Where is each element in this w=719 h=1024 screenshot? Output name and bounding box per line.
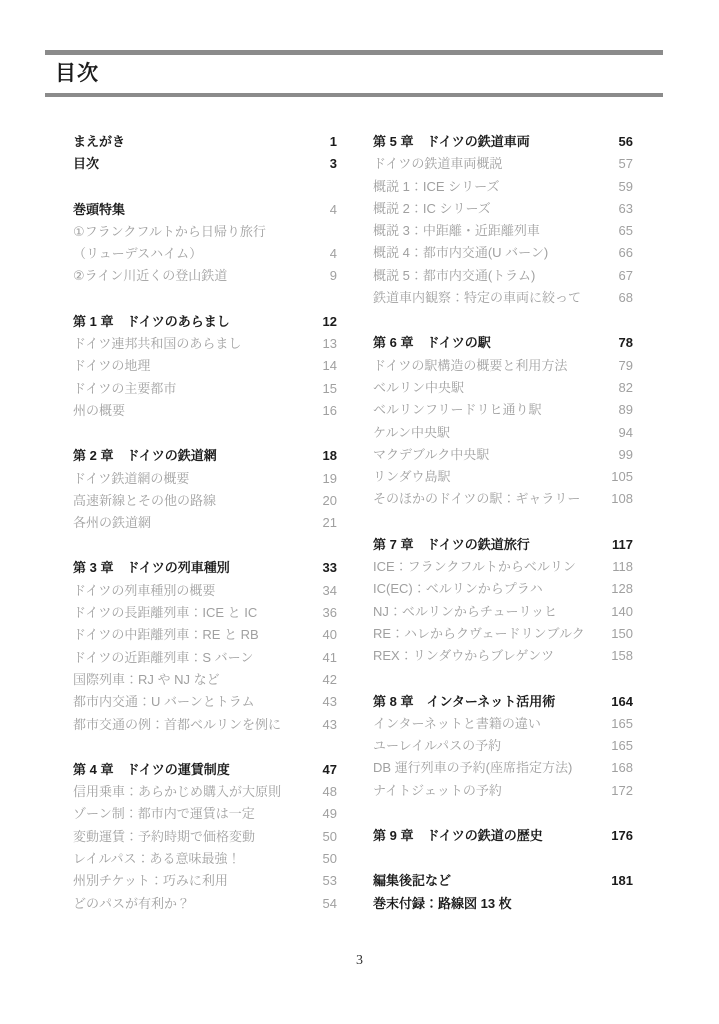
toc-entry-label: 目次 xyxy=(73,156,100,172)
toc-entry xyxy=(73,490,337,512)
toc-group xyxy=(373,534,633,668)
toc-entry-page: 63 xyxy=(618,200,633,216)
toc-group xyxy=(73,445,337,534)
toc-entry-page: 43 xyxy=(322,716,337,732)
title-divider xyxy=(45,93,663,97)
toc-entry-label: 概説 2：IC シリーズ xyxy=(373,200,491,216)
toc-entry-label: IC(EC)：ベルリンからプラハ xyxy=(373,581,543,597)
toc-entry xyxy=(73,803,337,825)
toc-entry xyxy=(73,468,337,490)
toc-entry-page: 42 xyxy=(322,671,337,687)
toc-entry-page: 21 xyxy=(322,515,337,531)
toc-entry xyxy=(73,355,337,377)
toc-entry xyxy=(373,556,633,578)
toc-entry-label: 第 2 章 ドイツの鉄道網 xyxy=(73,448,217,464)
toc-entry xyxy=(373,757,633,779)
toc-entry-label: ドイツ鉄道網の概要 xyxy=(73,470,190,486)
toc-entry xyxy=(73,759,337,781)
toc-entry xyxy=(73,781,337,803)
toc-entry-page: 158 xyxy=(611,648,633,664)
toc-entry-label: ①フランクフルトから日帰り旅行 xyxy=(73,223,266,239)
toc-entry-label: ベルリン中央駅 xyxy=(373,379,465,395)
toc-entry-page: 150 xyxy=(611,625,633,641)
toc-entry-label: ドイツ連邦共和国のあらまし xyxy=(73,336,242,352)
toc-entry xyxy=(373,355,633,377)
toc-entry-page: 128 xyxy=(611,581,633,597)
toc-entry-page: 40 xyxy=(322,627,337,643)
toc-entry-page: 41 xyxy=(322,649,337,665)
toc-entry-label: 州の概要 xyxy=(73,402,126,418)
toc-entry xyxy=(373,534,633,556)
toc-entry-page: 19 xyxy=(322,470,337,486)
toc-entry-label: 概説 1：ICE シリーズ xyxy=(373,178,500,194)
toc-group xyxy=(373,131,633,309)
toc-entry xyxy=(73,848,337,870)
toc-entry-label: レイルパス：ある意味最強！ xyxy=(73,851,241,867)
toc-entry-page: 9 xyxy=(329,268,337,284)
toc-entry-label: ナイトジェットの予約 xyxy=(373,782,502,798)
toc-entry-page: 47 xyxy=(322,761,337,777)
toc-entry xyxy=(73,153,337,175)
footer-page-number: 3 xyxy=(356,953,363,968)
toc-entry-page: 176 xyxy=(611,828,633,844)
toc-entry-page: 94 xyxy=(618,424,633,440)
toc-entry-page: 50 xyxy=(322,851,337,867)
toc-entry xyxy=(373,601,633,623)
toc-entry-label: 第 6 章 ドイツの駅 xyxy=(373,335,491,351)
toc-entry xyxy=(373,399,633,421)
toc-group xyxy=(373,825,633,847)
toc-entry-page: 4 xyxy=(329,246,337,262)
toc-entry-page: 66 xyxy=(618,245,633,261)
toc-entry xyxy=(73,557,337,579)
toc-entry-label: インターネットと書籍の違い xyxy=(373,715,541,731)
toc-group xyxy=(73,199,337,288)
toc-entry-label: ドイツの列車種別の概要 xyxy=(73,582,216,598)
toc-entry-page: 172 xyxy=(611,782,633,798)
toc-entry xyxy=(373,220,633,242)
toc-group xyxy=(73,131,337,176)
toc-entry xyxy=(373,645,633,667)
toc-entry-page: 49 xyxy=(322,806,337,822)
toc-entry xyxy=(73,131,337,153)
toc-entry-label: ドイツの地理 xyxy=(73,358,151,374)
toc-entry xyxy=(73,826,337,848)
toc-entry-page: 56 xyxy=(618,134,633,149)
toc-entry-label: 第 8 章 インターネット活用術 xyxy=(373,693,556,709)
toc-entry-page: 50 xyxy=(322,828,337,844)
toc-entry xyxy=(373,780,633,802)
toc-entry-label: 信用乗車：あらかじめ購入が大原則 xyxy=(73,784,282,800)
toc-entry-label: 概説 5：都市内交通(トラム) xyxy=(373,267,536,283)
toc-entry xyxy=(373,893,633,915)
toc-entry-label: 巻末付録：路線図 13 枚 xyxy=(373,895,512,911)
toc-entry-page: 165 xyxy=(611,738,633,754)
toc-entry xyxy=(73,714,337,736)
toc-entry-page: 108 xyxy=(611,491,633,507)
toc-entry-label: 都市内交通：U バーンとトラム xyxy=(73,694,255,710)
toc-entry-label: まえがき xyxy=(73,134,126,149)
toc-entry-page: 34 xyxy=(322,582,337,598)
toc-entry xyxy=(73,243,337,265)
toc-entry xyxy=(373,578,633,600)
toc-entry xyxy=(73,265,337,287)
toc-entry-label: ②ライン川近くの登山鉄道 xyxy=(73,268,228,284)
toc-entry xyxy=(73,199,337,221)
toc-entry-label: ドイツの駅構造の概要と利用方法 xyxy=(373,357,568,373)
toc-entry-label: RE：ハレからクヴェードリンブルク xyxy=(373,625,585,641)
toc-entry-label: 変動運賃：予約時期で価格変動 xyxy=(73,828,256,844)
toc-entry xyxy=(373,691,633,713)
toc-entry xyxy=(373,287,633,309)
toc-entry-page: 82 xyxy=(618,379,633,395)
toc-entry-page: 164 xyxy=(611,693,633,709)
toc-entry-page: 53 xyxy=(322,873,337,889)
toc-group xyxy=(373,332,633,510)
toc-entry-label: REX：リンダウからブレゲンツ xyxy=(373,648,555,664)
toc-entry-label: マクデブルク中央駅 xyxy=(373,446,490,462)
toc-entry-label: ユーレイルパスの予約 xyxy=(373,738,502,754)
toc-entry-page: 181 xyxy=(611,873,633,889)
toc-entry-label: ベルリンフリードリヒ通り駅 xyxy=(373,402,542,418)
toc-entry-label: 第 5 章 ドイツの鉄道車両 xyxy=(373,134,530,149)
toc-entry-page: 79 xyxy=(618,357,633,373)
toc-group xyxy=(373,870,633,915)
toc-entry-page: 13 xyxy=(322,336,337,352)
toc-entry-page: 1 xyxy=(329,134,337,149)
toc-entry-label: 第 7 章 ドイツの鉄道旅行 xyxy=(373,536,530,552)
toc-entry-label: 第 9 章 ドイツの鉄道の歴史 xyxy=(373,828,543,844)
toc-entry-label: 概説 3：中距離・近距離列車 xyxy=(373,223,540,239)
toc-entry xyxy=(373,870,633,892)
toc-entry-page: 20 xyxy=(322,492,337,508)
toc-entry-label: 第 3 章 ドイツの列車種別 xyxy=(73,560,230,576)
toc-entry-page: 59 xyxy=(618,178,633,194)
toc-entry-label: リンダウ島駅 xyxy=(373,469,451,485)
toc-entry xyxy=(73,580,337,602)
toc-entry-label: ドイツの中距離列車：RE と RB xyxy=(73,627,259,643)
toc-entry xyxy=(373,713,633,735)
toc-entry xyxy=(73,445,337,467)
toc-entry xyxy=(373,198,633,220)
toc-entry-label: どのパスが有利か？ xyxy=(73,895,191,911)
toc-entry-page: 68 xyxy=(618,290,633,306)
toc-entry xyxy=(73,333,337,355)
toc-entry-label: 鉄道車内観察：特定の車両に絞って xyxy=(373,290,582,306)
toc-entry-page: 67 xyxy=(618,267,633,283)
toc-entry-page: 4 xyxy=(329,201,337,217)
toc-group xyxy=(73,759,337,915)
toc-entry xyxy=(73,512,337,534)
toc-entry-label: 各州の鉄道網 xyxy=(73,515,152,531)
toc-entry-page: 48 xyxy=(322,784,337,800)
toc-entry xyxy=(373,153,633,175)
toc-entry xyxy=(73,691,337,713)
toc-entry-label: そのほかのドイツの駅：ギャラリー xyxy=(373,491,581,507)
toc-group xyxy=(373,691,633,802)
toc-entry-label: 第 4 章 ドイツの運賃制度 xyxy=(73,761,230,777)
toc-entry xyxy=(73,400,337,422)
toc-entry xyxy=(73,669,337,691)
toc-entry xyxy=(73,893,337,915)
toc-entry xyxy=(373,242,633,264)
toc-entry xyxy=(73,624,337,646)
toc-entry-page: 15 xyxy=(322,380,337,396)
toc-content xyxy=(73,131,633,915)
toc-entry-label: 編集後記など xyxy=(373,873,452,889)
page-title: 目次 xyxy=(55,62,99,85)
toc-entry xyxy=(73,221,337,243)
toc-entry-label: 高速新線とその他の路線 xyxy=(73,492,217,508)
toc-entry-page: 117 xyxy=(612,536,633,552)
toc-entry-label: 都市交通の例：首都ベルリンを例に xyxy=(73,716,282,732)
toc-entry-page: 57 xyxy=(618,156,633,172)
toc-entry-label: 州別チケット：巧みに利用 xyxy=(73,873,228,889)
toc-entry-page: 140 xyxy=(611,603,633,619)
toc-entry-page: 99 xyxy=(618,446,633,462)
toc-entry xyxy=(373,422,633,444)
toc-entry-page: 12 xyxy=(322,313,337,329)
toc-entry-page: 105 xyxy=(611,469,633,485)
toc-entry xyxy=(73,602,337,624)
toc-entry-label: 国際列車：RJ や NJ など xyxy=(73,671,220,687)
toc-column-right xyxy=(373,131,633,915)
toc-entry-page: 16 xyxy=(322,402,337,418)
toc-entry xyxy=(373,377,633,399)
toc-entry xyxy=(73,647,337,669)
toc-entry xyxy=(373,735,633,757)
toc-entry-page: 33 xyxy=(322,560,337,576)
toc-entry-label: 概説 4：都市内交通(U バーン) xyxy=(373,245,549,261)
toc-column-left xyxy=(73,131,337,915)
toc-entry-label: ドイツの近距離列車：S バーン xyxy=(73,649,254,665)
toc-entry xyxy=(373,332,633,354)
toc-entry-page: 54 xyxy=(322,895,337,911)
toc-entry xyxy=(73,870,337,892)
toc-entry-label: ドイツの長距離列車：ICE と IC xyxy=(73,605,258,621)
toc-entry-page: 43 xyxy=(322,694,337,710)
toc-entry-label: ゾーン制：都市内で運賃は一定 xyxy=(73,806,255,822)
toc-entry xyxy=(373,131,633,153)
toc-entry-page: 89 xyxy=(618,402,633,418)
toc-entry xyxy=(373,466,633,488)
toc-entry-page: 3 xyxy=(329,156,337,172)
toc-entry-label: （リューデスハイム） xyxy=(73,246,203,262)
toc-entry-page: 65 xyxy=(618,223,633,239)
toc-entry xyxy=(73,378,337,400)
toc-entry xyxy=(373,265,633,287)
toc-entry-label: 巻頭特集 xyxy=(73,201,126,217)
toc-entry xyxy=(373,825,633,847)
page-header xyxy=(45,50,663,97)
toc-entry-label: ドイツの鉄道車両概説 xyxy=(373,156,503,172)
toc-entry xyxy=(373,488,633,510)
toc-entry xyxy=(373,444,633,466)
toc-entry-page: 14 xyxy=(322,358,337,374)
toc-entry-page: 168 xyxy=(611,760,633,776)
toc-entry-label: 第 1 章 ドイツのあらまし xyxy=(73,313,230,329)
toc-entry xyxy=(73,311,337,333)
toc-entry-label: DB 運行列車の予約(座席指定方法) xyxy=(373,760,573,776)
toc-entry-label: ケルン中央駅 xyxy=(373,424,451,440)
toc-entry-page: 165 xyxy=(611,715,633,731)
toc-entry xyxy=(373,623,633,645)
toc-entry-label: NJ：ベルリンからチューリッヒ xyxy=(373,603,557,619)
toc-entry xyxy=(373,176,633,198)
toc-entry-page: 18 xyxy=(322,448,337,464)
toc-entry-label: ICE：フランクフルトからベルリン xyxy=(373,559,576,575)
toc-entry-label: ドイツの主要都市 xyxy=(73,380,177,396)
toc-entry-page: 36 xyxy=(322,605,337,621)
toc-group xyxy=(73,557,337,735)
toc-entry-page: 118 xyxy=(612,559,633,575)
toc-group xyxy=(73,311,337,422)
toc-entry-page: 78 xyxy=(618,335,633,351)
